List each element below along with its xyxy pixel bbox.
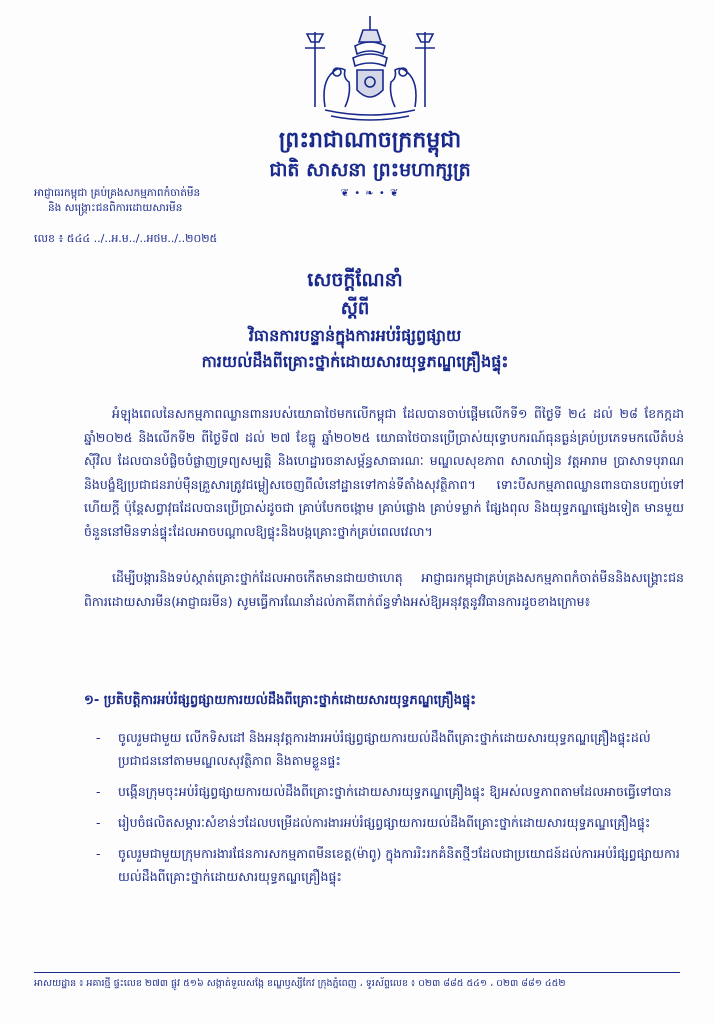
ornament-divider: ❦ • ❧ • ❦	[340, 188, 400, 199]
dash-marker: -	[96, 846, 101, 861]
document-subject-line-2: ការយល់ដឹងពីគ្រោះថ្នាក់ដោយសារយុទ្ធភណ្ឌគ្រឿងផ្ទុះ	[201, 352, 509, 371]
list-item	[96, 842, 686, 888]
list-item	[96, 726, 686, 772]
issuer-line-2: និង សង្គ្រោះជនពិការដោយសារមីន	[48, 202, 183, 214]
bullet-text: បង្កើនក្រុមចុះអប់រំផ្សព្វផ្សាយការយល់ដឹងពីគ្រោះថ្នាក់ដោយសារយុទ្ធភណ្ឌគ្រឿងផ្ទុះ ឱ្យអស់លទ្ធភាពតាមដែលអាចធ្វើទៅបាន	[118, 784, 672, 799]
dash-marker: -	[96, 815, 101, 830]
issuing-authority	[34, 186, 264, 216]
footer-divider	[34, 972, 680, 973]
dash-marker: -	[96, 784, 101, 799]
list-item	[96, 780, 686, 803]
national-motto: ជាតិ សាសនា ព្រះមហាក្សត្រ	[269, 159, 471, 181]
royal-coat-of-arms-icon	[295, 12, 445, 122]
reference-number: លេខ ៖ ៥៤៤ ../..អ.ម../..អថម../..២០២៥	[34, 232, 218, 245]
document-about: ស្តីពី	[340, 298, 370, 319]
issuer-line-1: អាជ្ញាធរកម្ពុជា គ្រប់គ្រងសកម្មភាពកំចាត់មីន	[34, 187, 201, 199]
body-paragraph-1: អំឡុងពេលនៃសកម្មភាពឈ្លានពានរបស់យោធាថៃមកលើកម្ពុជា ដែលបានចាប់ផ្តើមលើកទី១ ពីថ្ងៃទី ២៤ ដល់ ២៨ ខែកក្កដា ឆ្នាំ២០២៥ និងលើកទី២ ពីថ្ងៃទី៧ ដល់ ២៧ ខែធ្នូ ឆ្នាំ២០២៥ យោធាថៃបានប្រើប្រាស់យុទ្ធោបករណ៍ធុនធ្ងន់គ្រប់ប្រភេទមកលើតំបន់ស៊ីវិល ដែលបានបំផ្លិចបំផ្លាញទ្រព្យសម្បត្តិ និងហេដ្ឋារចនាសម្ព័ន្ធសាធារណៈ មណ្ឌលសុខភាព សាលារៀន វត្តអារាម ប្រាសាទបុរាណ និងបង្ខំឱ្យប្រជាជនរាប់ម៉ឺនគ្រួសារត្រូវជម្លៀសចេញពីលំនៅដ្ឋានទៅកាន់ទីតាំងសុវត្ថិភាព។ ទោះបីសកម្មភាពឈ្លានពានបានបញ្ចប់ទៅហើយក្តី ប៉ុន្តែសព្វាវុធដែលបានប្រើប្រាស់ដូចជា គ្រាប់បែកចង្កោម គ្រាប់ផ្លោង គ្រាប់ទម្លាក់ ផ្សែងពុល និងយុទ្ធភណ្ឌផ្សេងទៀត មានមួយចំនួននៅមិនទាន់ផ្ទុះដែលអាចបណ្តាលឱ្យផ្ទុះនិងបង្កគ្រោះថ្នាក់គ្រប់ពេលវេលា។	[84, 406, 684, 539]
body-paragraph-2: ដើម្បីបង្ការនិងទប់ស្កាត់គ្រោះថ្នាក់ដែលអាចកើតមានជាយថាហេតុ អាជ្ញាធរកម្ពុជាគ្រប់គ្រងសកម្មភាពកំចាត់មីននិងសង្គ្រោះជនពិការដោយសារមីន(អាជ្ញាធរមីន) សូមធ្វើការណែនាំដល់ភាគីពាក់ព័ន្ធទាំងអស់ឱ្យអនុវត្តនូវវិធានការដូចខាងក្រោម៖	[84, 570, 684, 609]
bullet-text: ចូលរួមជាមួយ លើកទិសដៅ និងអនុវត្តការងារអប់រំផ្សព្វផ្សាយការយល់ដឹងពីគ្រោះថ្នាក់ដោយសារយុទ្ធភណ្ឌគ្រឿងផ្ទុះដល់ប្រជាជននៅតាមមណ្ឌលសុវត្ថិភាព និងតាមខ្លួនផ្ទះ	[118, 730, 651, 768]
kingdom-title: ព្រះរាជាណាចក្រកម្ពុជា	[278, 128, 462, 153]
document-type: សេចក្តីណែនាំ	[307, 269, 403, 291]
list-item	[96, 811, 686, 834]
dash-marker: -	[96, 730, 101, 745]
section-1-heading: ១- ប្រតិបត្តិការអប់រំផ្សព្វផ្សាយការយល់ដឹងពីគ្រោះថ្នាក់ដោយសារយុទ្ធភណ្ឌគ្រឿងផ្ទុះ	[84, 693, 476, 708]
footer-address: អាសយដ្ឋាន ៖ អគារថ្មី ផ្ទះលេខ ២៧៣ ផ្លូវ ៥១៦ សង្កាត់ទួលសង្កែ ខណ្ឌឫស្សីកែវ ក្រុងភ្នំពេញ ، ទូរស័ព្ទលេខ ៖ ០២៣ ៨៨៥ ៥៤១ ، ០២៣ ៨៨១ ៤៥២	[34, 978, 566, 989]
document-subject-line-1: វិធានការបន្ទាន់ក្នុងការអប់រំផ្សព្វផ្សាយ	[248, 326, 462, 345]
bullet-text: ចូលរួមជាមួយក្រុមការងារផែនការសកម្មភាពមីនខេត្ត(ម៉ាពូ) ក្នុងការរិះរកគំនិតថ្មីៗដែលជាប្រយោជន៍ដល់ការអប់រំផ្សព្វផ្សាយការយល់ដឹងពីគ្រោះថ្នាក់ដោយសារយុទ្ធភណ្ឌគ្រឿងផ្ទុះ	[118, 846, 680, 884]
section-1-bullet-list	[96, 726, 686, 896]
bullet-text: រៀបចំផលិតសម្ភារៈសំខាន់ៗដែលបម្រើដល់ការងារអប់រំផ្សព្វផ្សាយការយល់ដឹងពីគ្រោះថ្នាក់ដោយសារយុទ្ធភណ្ឌគ្រឿងផ្ទុះ	[118, 815, 651, 830]
